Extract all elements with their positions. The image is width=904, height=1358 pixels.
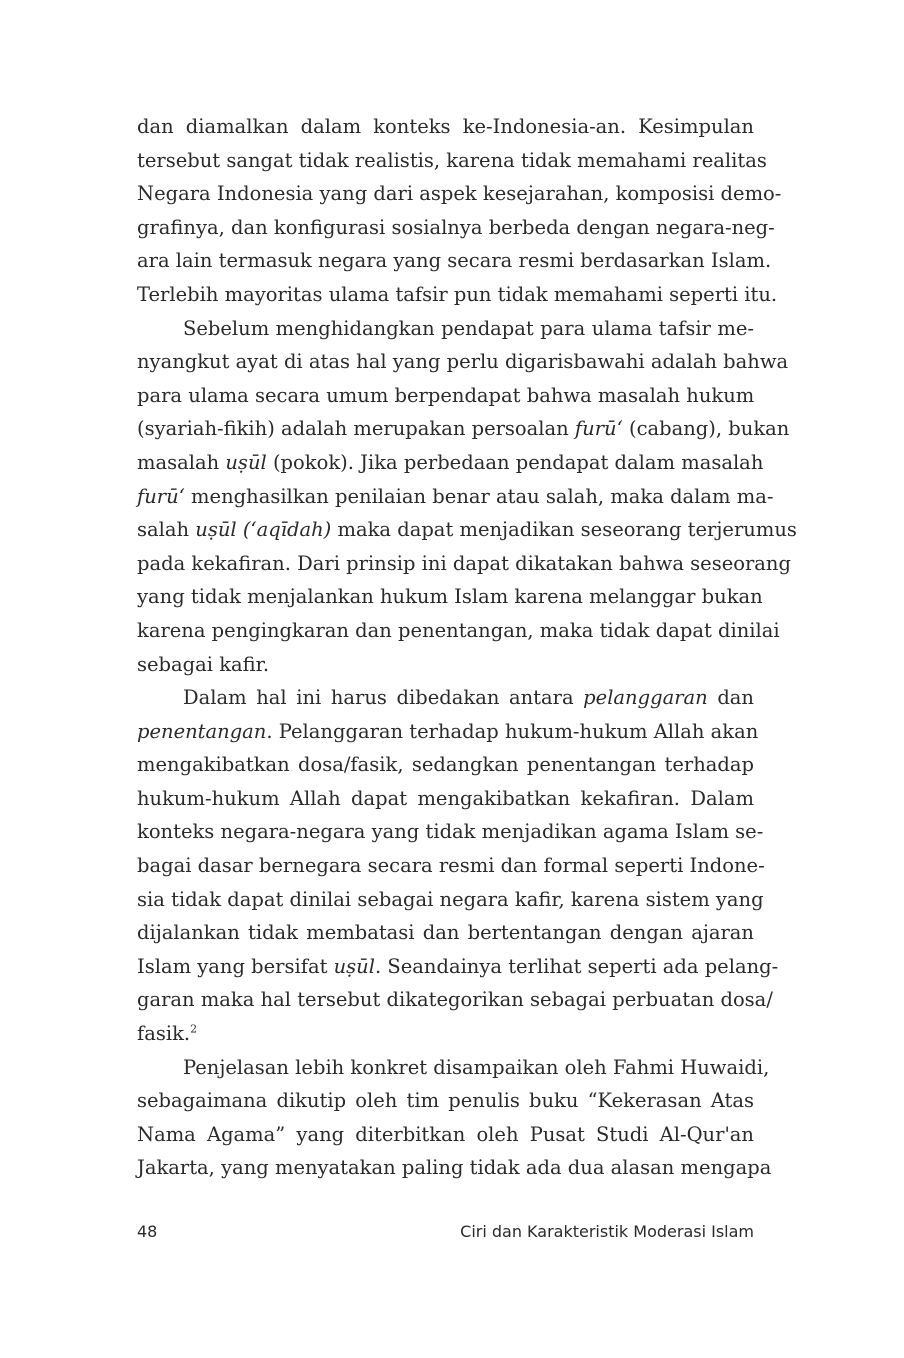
text-line (137, 446, 764, 480)
italic-term: furū‘ (574, 417, 623, 441)
text-line: tersebut sangat tidak realistis, karena tidak memahami realitas (137, 148, 767, 172)
footnote-marker[interactable]: 2 (190, 1022, 198, 1036)
text-line: ara lain termasuk negara yang secara resmi berdasarkan Islam. (137, 249, 772, 273)
text-line: Jakarta, yang menyatakan paling tidak ada dua alasan mengapa (137, 1156, 772, 1180)
text-line: hukum-hukum Allah dapat mengakibatkan kekafiran. Dalam (137, 786, 754, 810)
text-line: konteks negara-negara yang tidak menjadikan agama Islam se- (137, 820, 764, 844)
text-line: nyangkut ayat di atas hal yang perlu digarisbawahi adalah bahwa (137, 350, 789, 374)
text-line: pada kekafiran. Dari prinsip ini dapat dikatakan bahwa seseorang (137, 551, 791, 575)
text-line: Terlebih mayoritas ulama tafsir pun tidak memahami seperti itu. (137, 282, 778, 306)
paragraph-1 (137, 110, 782, 312)
text-run: Islam yang bersifat (137, 954, 334, 978)
text-line: sebagai kafir. (137, 652, 270, 676)
running-title: Ciri dan Karakteristik Moderasi Islam (460, 1222, 754, 1241)
text-run: Dalam hal ini harus dibedakan antara (183, 686, 584, 710)
text-line (137, 480, 774, 514)
text-line (137, 950, 779, 984)
text-line: dijalankan tidak membatasi dan bertentangan dengan ajaran (137, 921, 754, 945)
text-line: yang tidak menjalankan hukum Islam karena melanggar bukan (137, 585, 763, 609)
page-footer (137, 1222, 754, 1248)
text-line: Sebelum menghidangkan pendapat para ulama tafsir me- (183, 316, 754, 340)
text-line (137, 715, 759, 749)
paragraph-3 (137, 681, 779, 1051)
text-run: maka dapat menjadikan seseorang terjerumus (331, 518, 797, 542)
text-line: Negara Indonesia yang dari aspek kesejarahan, komposisi demo- (137, 182, 782, 206)
text-line: mengakibatkan dosa/fasik, sedangkan penentangan terhadap (137, 753, 754, 777)
text-line: para ulama secara umum berpendapat bahwa masalah hukum (137, 383, 755, 407)
text-run: (cabang), bukan (622, 417, 790, 441)
text-line (137, 412, 790, 446)
paragraph-4 (137, 1051, 772, 1185)
text-line: sia tidak dapat dinilai sebagai negara kafir, karena sistem yang (137, 887, 764, 911)
text-run: (syariah-fikih) adalah merupakan persoalan (137, 417, 575, 441)
text-line (137, 1017, 754, 1051)
text-line: bagai dasar bernegara secara resmi dan formal seperti Indone- (137, 854, 765, 878)
italic-term: furū‘ (137, 484, 185, 508)
text-run: fasik. (137, 1022, 191, 1046)
italic-term: uṣūl (333, 954, 375, 978)
text-run: dan (707, 686, 754, 710)
text-run: (pokok). Jika perbedaan pendapat dalam masalah (266, 450, 764, 474)
italic-term: uṣūl (225, 450, 267, 474)
italic-term: pelanggaran (583, 686, 708, 710)
text-line (137, 681, 754, 715)
text-line: sebagaimana dikutip oleh tim penulis buku “Kekerasan Atas (137, 1089, 754, 1113)
text-run: salah (137, 518, 196, 542)
text-line: dan diamalkan dalam konteks ke-Indonesia-an. Kesimpulan (137, 115, 754, 138)
text-line: Nama Agama” yang diterbitkan oleh Pusat Studi Al-Qur'an (137, 1122, 754, 1146)
text-line: Penjelasan lebih konkret disampaikan oleh Fahmi Huwaidi, (183, 1055, 770, 1079)
text-line: garan maka hal tersebut dikategorikan sebagai perbuatan dosa/ (137, 988, 773, 1012)
text-run: menghasilkan penilaian benar atau salah, maka dalam ma- (184, 484, 774, 508)
italic-term: penentangan (137, 719, 267, 743)
text-line (137, 513, 797, 547)
paragraph-2 (137, 312, 797, 682)
text-run: . Seandainya terlihat seperti ada pelang- (374, 954, 779, 978)
text-run: . Pelanggaran terhadap hukum-hukum Allah akan (266, 719, 759, 743)
text-line: karena pengingkaran dan penentangan, maka tidak dapat dinilai (137, 618, 780, 642)
page-body (137, 110, 797, 1185)
italic-term: uṣūl (‘aqīdah) (195, 518, 332, 542)
page-number: 48 (137, 1222, 158, 1241)
text-line: grafinya, dan konfigurasi sosialnya berbeda dengan negara-neg- (137, 215, 775, 239)
text-run: masalah (137, 450, 226, 474)
